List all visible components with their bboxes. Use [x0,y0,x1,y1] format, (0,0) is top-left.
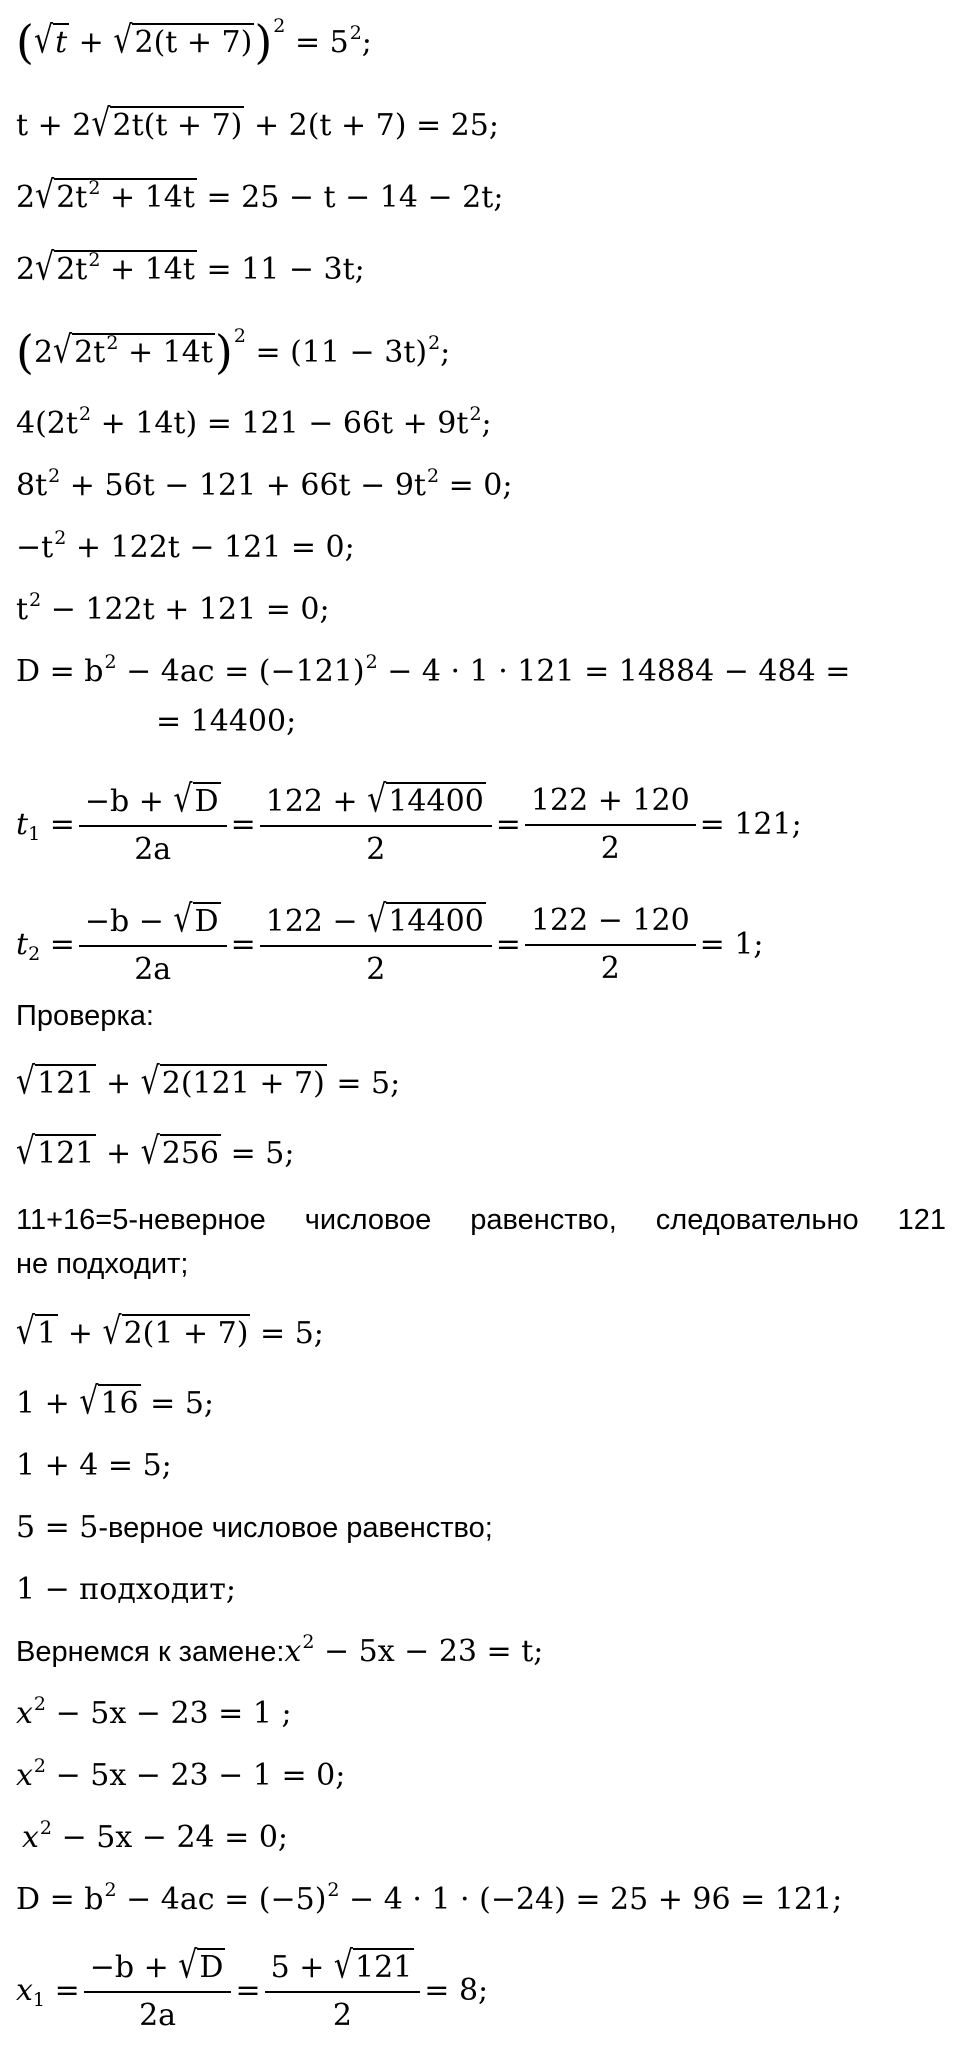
eq-line-7: $8t^2 + 56t - 121 + 66t - 9t^2 = 0$; [16,465,513,503]
root-x1-line: x $_1$ = $\frac{-b + √D}{2a}$ = $\frac{5 + √121}{2}$ = 8; [16,1943,489,2033]
check-paragraph-line-2: не подходит; [16,1248,189,1280]
check-line-6: 5 = 5-верное числовое равенство; [16,1510,493,1545]
x-eq-line-1: $x^2 - 5x - 23 = 1$ ; [16,1693,292,1731]
root-t2-line: t $_2$ = $\frac{-b - √D}{2a}$ = $\frac{122 - √14400}{2}$ = $\frac{122 - 120}{2}$ = 1; [16,897,764,987]
fraction: $\frac{-b + √D}{2a}$ [79,782,227,869]
fraction: $\frac{-b - √D}{2a}$ [79,902,227,989]
check-line-5: 1 + 4 = 5; [16,1448,172,1483]
fraction: $\frac{122 + √14400}{2}$ [260,782,492,869]
back-substitution-line: Вернемся к $замене:x^2 - 5x - 23 = t$; [16,1631,544,1669]
discriminant-line-2: = 14400; [156,704,297,739]
eq-line-9: $t^2 - 122t + 121 = 0$; [16,589,330,627]
discriminant-line-1: $D = b^2 - 4ac = (-121)^2 - 4 \cdot 1 \cdot 121 = 14884 - 484$ = [16,651,851,689]
check-heading: Проверка: [16,1000,154,1032]
check-paragraph-line-1: 11+16=5-неверное числовое равенство, следовательно 121 [16,1204,946,1236]
check-line-1: √121 + √2(121 + 7) = 5; [16,1059,401,1104]
check-line-4: 1 + √16 = 5; [16,1379,215,1424]
fraction: $\frac{5 + √121}{2}$ [265,1948,421,2035]
eq-line-4: $2√2t^2 + 14t = 11 - 3t$; [16,245,365,290]
x-eq-line-2: $x^2 - 5x - 23 - 1 = 0$; [16,1755,346,1793]
x-eq-line-3: $x^2 - 5x - 24 = 0$; [22,1817,289,1855]
x-discriminant-line: $D = b^2 - 4ac = (-5)^2 - 4 \cdot 1 \cdot (-24) = 25 + 96 = 121$; [16,1879,843,1917]
fraction: $\frac{-b + √D}{2a}$ [84,1948,232,2035]
root-t1-line: t $_1$ = $\frac{-b + √D}{2a}$ = $\frac{122 + √14400}{2}$ = $\frac{122 + 120}{2}$ = 121; [16,777,802,867]
eq-line-5: $(2√2t^2 + 14t)^2 = (11 - 3t)^2$; [16,325,451,379]
eq-line-3: $2√2t^2 + 14t = 25 - t - 14 - 2t$; [16,173,504,218]
fraction: $\frac{122 + 120}{2}$ [525,782,696,868]
fraction: $\frac{122 - 120}{2}$ [525,902,696,988]
check-line-7: 1 − подходит; [16,1572,236,1607]
check-line-2: √121 + √256 = 5; [16,1129,295,1174]
eq-line-8: $-t^2 + 122t - 121 = 0$; [16,527,355,565]
eq-line-6: $4(2t^2 + 14t) = 121 - 66t + 9t^2$; [16,403,492,441]
eq-line-2: t + 2√2t(t + 7) + 2(t + 7) = 25; [16,101,499,146]
check-line-3: √1 + √2(1 + 7) = 5; [16,1309,324,1354]
eq-line-1: $(√t + √2(t + 7))^2 = 5^2$; [16,15,372,69]
fraction: $\frac{122 - √14400}{2}$ [260,902,492,989]
